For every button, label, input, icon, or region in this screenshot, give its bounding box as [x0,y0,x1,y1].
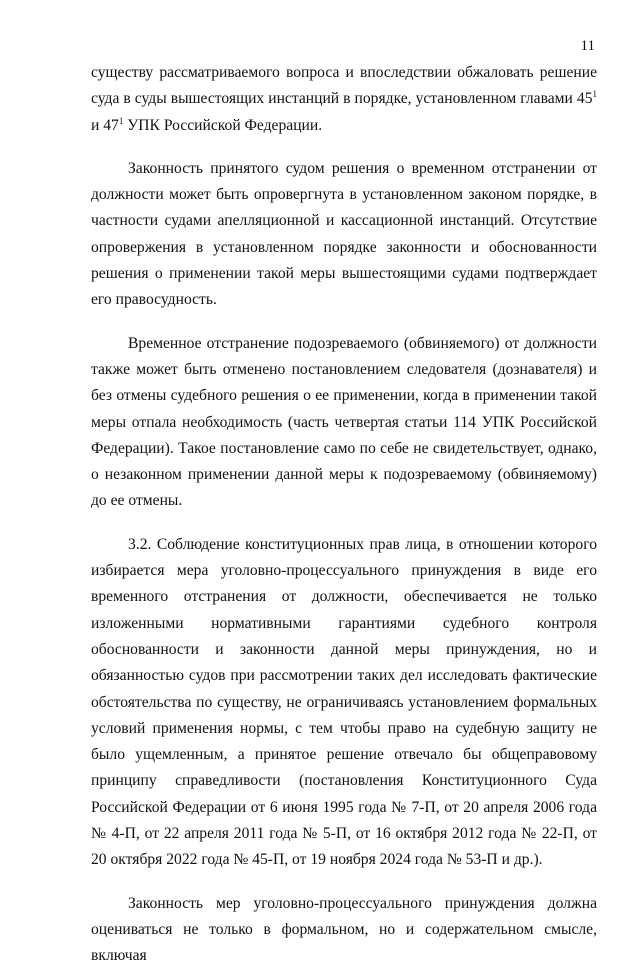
paragraph-text: и 47 [91,116,119,134]
paragraph-gap [91,314,597,331]
paragraph [91,156,597,314]
paragraph-text: Законность мер уголовно-процессуального принуждения должна оцениваться не только в формальном, но и содержательном смысле, включая [91,894,597,965]
page-number: 11 [580,38,595,54]
paragraph [91,532,597,874]
superscript: 1 [592,89,597,100]
document-body [91,60,597,970]
paragraph-gap [91,874,597,891]
paragraph [91,60,597,139]
superscript: 1 [118,115,124,126]
paragraph-text: УПК Российской Федерации. [123,116,323,134]
paragraph-gap [91,139,597,156]
paragraph [91,891,597,970]
paragraph-gap [91,515,597,532]
paragraph [91,331,597,515]
paragraph-text: существу рассматриваемого вопроса и впоследствии обжаловать решение суда в суды вышестоящих инстанций в порядке, установленном главами 45 [91,64,597,108]
paragraph-text: Законность принятого судом решения о временном отстранении от должности может быть опровергнута в установленном законом порядке, в частности судами апелляционной и кассационной инстанций. Отсутствие опровержения в установленном порядке законности и обоснованности решения о применении такой меры вышестоящими судами подтверждает его правосудность. [91,159,597,309]
paragraph-text: Временное отстранение подозреваемого (обвиняемого) от должности также может быть отменено постановлением следователя (дознавателя) и без отмены судебного решения о ее применении, когда в применении такой меры отпала необходимость (часть четвертая статьи 114 УПК Российской Федерации). Такое постановление само по себе не свидетельствует, однако, о незаконном применении данной меры к подозреваемому (обвиняемому) до ее отмены. [91,334,597,510]
paragraph-text: 3.2. Соблюдение конституционных прав лица, в отношении которого избирается мера уголовно-процессуального принуждения в виде его временного отстранения от должности, обеспечивается не только изложенными нормативными гарантиями судебного контроля обоснованности и законности данной меры принуждения, но и обязанностью судов при рассмотрении таких дел исследовать фактические обстоятельства по существу, не ограничиваясь установлением формальных условий применения нормы, с тем чтобы право на судебную защиту не было ущемленным, а принятое решение отвечало бы общеправовому принципу справедливости (постановления Конституционного Суда Российской Федерации от 6 июня 1995 года № 7-П, от 20 апреля 2006 года № 4-П, от 22 апреля 2011 года № 5-П, от 16 октября 2012 года № 22-П, от 20 октября 2022 года № 45-П, от 19 ноября 2024 года № 53-П и др.). [91,535,597,869]
